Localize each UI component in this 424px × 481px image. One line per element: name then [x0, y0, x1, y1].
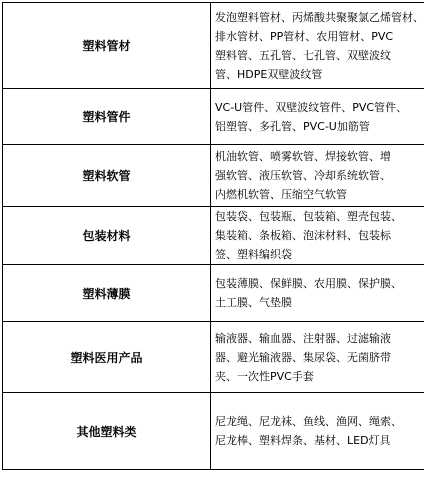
table-row: [3, 207, 424, 265]
plastic-products-table: [2, 2, 424, 470]
items-line: 输液器、输血器、注射器、过滤输液: [215, 331, 391, 345]
table-row: [3, 322, 424, 393]
items-cell: [211, 3, 424, 89]
items-line: 内燃机软管、压缩空气软管: [215, 188, 347, 201]
category-cell: 塑料医用产品: [3, 322, 211, 393]
items-line: 包装袋、包装瓶、包装箱、塑壳包装、: [215, 210, 402, 223]
items-line: 尼龙棒、塑料焊条、基材、LED灯具: [215, 434, 391, 447]
table-row: [3, 265, 424, 322]
table-row: [3, 393, 424, 470]
items-line: 塑料管、五孔管、七孔管、双壁波纹: [215, 48, 391, 62]
items-line: 集装箱、条板箱、泡沫材料、包装标: [215, 229, 391, 242]
items-line: 发泡塑料管材、丙烯酸共聚聚氯乙烯管材、: [215, 10, 424, 24]
category-cell: 塑料软管: [3, 145, 211, 207]
table-row: [3, 89, 424, 145]
category-cell: 塑料薄膜: [3, 265, 211, 322]
items-line: 器、避光输液器、集尿袋、无菌脐带: [215, 350, 391, 364]
items-cell: [211, 393, 424, 470]
items-line: 排水管材、PP管材、农用管材、PVC: [215, 29, 394, 43]
table-wrapper: [2, 2, 424, 470]
table-row: [3, 3, 424, 89]
category-cell: 包装材料: [3, 207, 211, 265]
items-line: 夹、一次性PVC手套: [215, 369, 314, 383]
items-line: VC-U管件、双壁波纹管件、PVC管件、: [215, 100, 408, 114]
items-cell: [211, 322, 424, 393]
items-line: 铝塑管、多孔管、PVC-U加筋管: [215, 119, 370, 133]
items-cell: [211, 89, 424, 145]
items-line: 强软管、液压软管、冷却系统软管、: [215, 169, 391, 182]
table-row: [3, 145, 424, 207]
items-line: 机油软管、喷雾软管、焊接软管、增: [215, 150, 391, 163]
category-cell: 塑料管件: [3, 89, 211, 145]
items-line: 管、HDPE双壁波纹管: [215, 67, 323, 81]
items-line: 签、塑料编织袋: [215, 248, 292, 261]
items-cell: [211, 145, 424, 207]
items-cell: [211, 265, 424, 322]
items-line: 土工膜、气垫膜: [215, 296, 292, 309]
category-cell: 塑料管材: [3, 3, 211, 89]
items-line: 尼龙绳、尼龙袜、鱼线、渔网、绳索、: [215, 415, 402, 428]
items-cell: [211, 207, 424, 265]
category-cell: 其他塑料类: [3, 393, 211, 470]
items-line: 包装薄膜、保鲜膜、农用膜、保护膜、: [215, 277, 402, 290]
